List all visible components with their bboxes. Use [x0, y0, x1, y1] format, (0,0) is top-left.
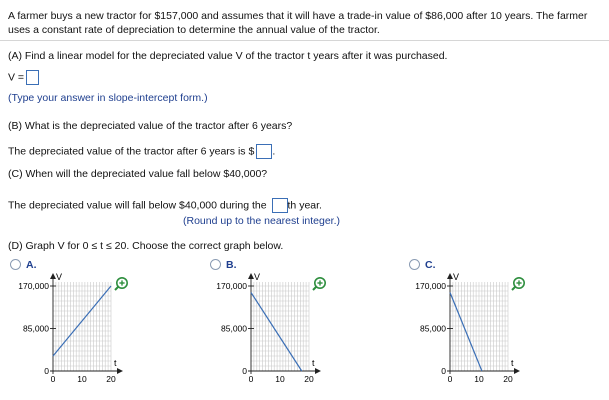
zoom-icon[interactable] [512, 278, 524, 290]
v-answer-input[interactable] [26, 70, 39, 85]
y-tick-label: 85,000 [221, 323, 247, 334]
part-a-answer-row [8, 70, 39, 85]
graph-c-series-line [450, 293, 482, 372]
option-a-label: A. [26, 259, 37, 271]
year-answer-input[interactable] [272, 198, 288, 213]
part-d-question: (D) Graph V for 0 ≤ t ≤ 20. Choose the correct graph below. [8, 240, 284, 252]
option-a[interactable] [10, 259, 37, 271]
graph-b[interactable] [198, 272, 398, 397]
zoom-icon[interactable] [115, 278, 127, 290]
part-b-answer-suffix: . [272, 145, 276, 158]
option-b-label: B. [226, 259, 237, 271]
x-tick-label: 10 [275, 374, 285, 384]
zoom-icon[interactable] [313, 278, 325, 290]
part-b-answer-row [8, 144, 275, 159]
part-c-hint: (Round up to the nearest integer.) [183, 215, 341, 227]
y-axis-label: V [254, 272, 261, 282]
option-c-label: C. [425, 259, 436, 271]
x-tick-label: 20 [503, 374, 513, 384]
y-tick-label: 0 [441, 366, 446, 376]
y-tick-label: 170,000 [415, 281, 446, 291]
option-a-radio[interactable] [10, 259, 21, 270]
y-tick-label: 0 [44, 366, 49, 376]
part-c-answer-suffix: th year. [287, 199, 322, 212]
x-tick-label: 0 [50, 374, 56, 384]
graph-a-plot [18, 272, 123, 384]
v-equals-label: V = [8, 71, 25, 84]
zoom-icon-handle [512, 287, 515, 290]
graph-c[interactable] [397, 272, 609, 397]
option-b-radio[interactable] [210, 259, 221, 270]
graph-a[interactable] [0, 272, 200, 397]
graph-b-plot [216, 272, 321, 384]
part-b-answer-prefix: The depreciated value of the tractor after 6 years is $ [8, 145, 255, 158]
zoom-icon-handle [115, 287, 118, 290]
part-c-answer-row [8, 198, 322, 213]
divider [0, 40, 609, 41]
y-tick-label: 170,000 [216, 281, 247, 291]
y-tick-label: 85,000 [23, 323, 49, 334]
x-axis-arrow [514, 368, 520, 374]
x-axis-arrow [117, 368, 123, 374]
zoom-icon-handle [313, 287, 316, 290]
y-tick-label: 170,000 [18, 281, 49, 291]
x-axis-label: t [312, 358, 315, 368]
part-a-hint: (Type your answer in slope-intercept form.) [8, 92, 208, 104]
x-axis-label: t [114, 358, 117, 368]
x-tick-label: 0 [447, 374, 453, 384]
y-axis-label: V [56, 272, 63, 282]
graph-c-plot [415, 272, 520, 384]
part-c-answer-prefix: The depreciated value will fall below $40,000 during the [8, 199, 267, 212]
option-c-radio[interactable] [409, 259, 420, 270]
value-after-6-years-input[interactable] [256, 144, 272, 159]
x-tick-label: 10 [474, 374, 484, 384]
part-a-question: (A) Find a linear model for the depreciated value V of the tractor t years after it was purchased. [8, 50, 448, 62]
x-tick-label: 20 [106, 374, 116, 384]
y-axis-label: V [453, 272, 460, 282]
problem-statement: A farmer buys a new tractor for $157,000 and assumes that it will have a trade-in value of $86,000 after 10 years. The farmer uses a constant rate of depreciation to determine the annual value of the tractor. [8, 10, 588, 36]
x-tick-label: 10 [77, 374, 87, 384]
y-tick-label: 85,000 [420, 323, 446, 334]
option-c[interactable] [409, 259, 436, 271]
x-tick-label: 0 [248, 374, 254, 384]
x-axis-label: t [511, 358, 514, 368]
x-axis-arrow [315, 368, 321, 374]
graph-b-series-line [251, 293, 302, 372]
y-tick-label: 0 [242, 366, 247, 376]
option-b[interactable] [210, 259, 237, 271]
part-c-question: (C) When will the depreciated value fall below $40,000? [8, 168, 268, 180]
part-b-question: (B) What is the depreciated value of the tractor after 6 years? [8, 120, 293, 132]
x-tick-label: 20 [304, 374, 314, 384]
